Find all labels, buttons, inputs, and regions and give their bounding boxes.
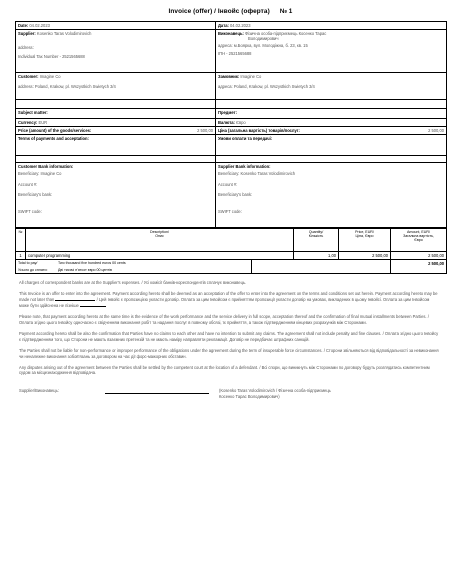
spacer-row — [16, 100, 447, 109]
date-label: Date: — [18, 23, 29, 28]
currency-row — [16, 119, 447, 127]
item-amount: 2 500,00 — [391, 252, 447, 260]
umovy-label: Умови оплати та передачі: — [218, 136, 273, 141]
data-label: Дата: — [218, 23, 229, 28]
items-header-row — [16, 229, 447, 252]
currency-value: EUR — [38, 120, 48, 125]
vykonavets-address: адреса: м.Боярка, вул. Молодіжна, б. 23, кв. 15 — [218, 42, 308, 48]
customer-row — [16, 73, 447, 100]
predmet-label: Предмет: — [218, 110, 237, 115]
total-row — [16, 260, 447, 274]
supplier-bank-bank: Beneficiary's bank: — [218, 192, 253, 198]
paragraph-payment-evidence: Please note, that payment according hereto at the same time is the evidence of the work performance and the service delivery in full scope, acceptation thereof and the confirmation of final mutual installments between Parties. / Оплата згідно цього Інвойсу одночасно є свідченням виконання робіт та надання послуг в повному обсязі, їх прийняття, а також підтвердженням кінцевих розрахунків між Сторонами. — [19, 314, 429, 325]
table-row — [16, 252, 447, 260]
date-row — [16, 22, 447, 30]
invoice-table — [15, 21, 447, 228]
vykonavets-value2: Володимирович — [248, 36, 279, 42]
tsina-value: 2 500,00 — [428, 128, 444, 133]
customer-bank-account: Account #: — [18, 181, 38, 187]
price-value: 2 500,00 — [197, 128, 213, 133]
valuta-value: Євро — [236, 120, 246, 125]
supplier-tax: Individual Tax Number - 2521565688 — [18, 53, 85, 59]
signature-line — [105, 393, 209, 394]
customer-bank-bank: Beneficiary's bank: — [18, 192, 53, 198]
customer-bank-title: Customer Bank information: — [18, 164, 74, 169]
terms-text — [19, 280, 439, 376]
signature-name-1: (Kosenko Taras Volodimirovich / Фізична особа-підприємець — [219, 388, 331, 394]
terms-row — [16, 135, 447, 156]
zamovnyk-address: адреса: Poland, Krakow, pl. Wszystkich Swietych 3/4 — [218, 84, 315, 90]
col-qty-en: Quantity/ — [308, 230, 324, 234]
supplier-bank-account: Account #: — [218, 181, 238, 187]
customer-bank-beneficiary: Beneficiary: Imagine Co — [18, 171, 62, 177]
col-desc-en: Description/ — [150, 230, 169, 234]
paragraph-charges: All charges of correspondent banks are at the Supplier's expenses. / Усі комісії банків-кореспондентів сплачує виконавець. — [19, 280, 247, 286]
customer-label: Customer: — [18, 74, 39, 79]
zamovnyk-value: Imagine Co — [240, 74, 262, 79]
customer-value: Imagine Co — [39, 74, 61, 79]
signature-name — [219, 388, 389, 399]
bank-row — [16, 163, 447, 228]
col-amount-en: Amount, EUR/ — [407, 230, 430, 234]
zamovnyk-label: Замовник: — [218, 74, 240, 79]
paragraph-offer: This Invoice is an offer to enter into the agreement. Payment according hereto shall be deemed as an acceptation of the offer to enter into the agreement on the terms and conditions set out herein. Payment according hereto may be made not later than / Цей Інвойс є пропозицією укласти договір. Оплата за цим Інвойсом є прийняттям пропозиції укласти договір на умовах, викладених в цьому Інвойсі. Оплата за цим Інвойсом може бути здійснена не пізніше — [19, 291, 438, 309]
supplier-label: Supplier: — [18, 31, 36, 36]
invoice-number: № 1 — [279, 8, 293, 15]
vykonavets-label: Виконавець: — [218, 31, 244, 36]
item-desc: computer programming — [26, 252, 294, 260]
terms-label: Terms of payments and acceptation: — [18, 136, 89, 141]
vykonavets-value1: Фізична особа-підприємець Косенко Тарас — [245, 31, 327, 36]
paragraph-disputes: Any disputes arising out of the agreement between the Parties shall be settled by the competent court at the location of a defendant. / Всі спори, що виникнуть між Сторонами по договору будуть розглядатись компетентним судом за місцезнаходження відповідача. — [19, 364, 430, 376]
paragraph-force-majeure: The Parties shall not be liable for non-performance or improper performance of the obligations under the agreement during the term of insuperable force circumstances. / Сторони звільняються від відповідальності за невиконання чи неналежне виконання зобов'язань за договором на час дії форс-мажорних обставин. — [19, 347, 439, 359]
tsina-label: Ціна (загальна вартість) товарів/послуг: — [218, 128, 300, 133]
valuta-label: Валюта: — [218, 120, 235, 125]
invoice-title — [15, 8, 446, 15]
date-value: 04.02.2023 — [29, 23, 50, 28]
supplier-value: Kosenko Taras Volodimirovich — [36, 31, 92, 36]
total-label-ua: Усього до сплати: — [18, 267, 48, 272]
items-table — [15, 228, 447, 274]
col-qty-ua: Кількість — [308, 234, 324, 238]
spacer-row-2 — [16, 156, 447, 163]
col-price-en: Price, EUR/ — [355, 230, 374, 234]
price-label: Price (amount) of the goods/services: — [18, 128, 92, 133]
invoice-title-text: Invoice (offer) / Інвойс (оферта) — [168, 8, 270, 15]
col-no: № — [16, 229, 26, 252]
total-value: 2 500,00 — [391, 260, 447, 274]
paragraph-no-claims: Payment according hereto shall be also the confirmation that Parties have no claims to each other and have no intention to submit any claims. The agreement shall not include penalty and fine clauses. / Оплата згідно цього Інвойсу є підтвердженням того, що Сторони не мають взаємних претензій та не мають наміру направляти рекламації. Договір не передбачає штрафних санкцій. — [19, 330, 439, 342]
customer-address: address: Poland, Krakow, pl. Wszystkich Swietych 3/4 — [18, 84, 116, 90]
vykonavets-ipn: ІПН - 2521565688 — [218, 51, 252, 57]
col-amount-ua: Загальна вартість, — [403, 234, 434, 238]
item-no: 1 — [16, 252, 26, 260]
item-qty: 1,00 — [294, 252, 339, 260]
col-desc-ua: Опис — [155, 234, 164, 238]
signature-block — [19, 388, 446, 408]
supplier-bank-beneficiary: Beneficiary: Kosenko Taras Volodimirovich — [218, 171, 296, 177]
signature-name-2: Косенко Тарас Володимирович) — [219, 393, 280, 399]
subject-row — [16, 109, 447, 119]
supplier-address: address: — [18, 45, 34, 51]
col-price-ua: Ціна, Євро — [355, 234, 374, 238]
customer-bank-swift: SWIFT code: — [18, 208, 42, 214]
item-price: 2 500,00 — [339, 252, 391, 260]
currency-label: Currency: — [18, 120, 38, 125]
supplier-bank-title: Supplier Bank information: — [218, 164, 271, 169]
total-label: Total to pay/ — [18, 261, 38, 265]
supplier-bank-swift: SWIFT code: — [218, 208, 242, 214]
invoice-page — [15, 8, 446, 408]
supplier-row — [16, 30, 447, 73]
signature-label: Supplier/Виконавець: — [19, 388, 59, 394]
data-value: 04.02.2023 — [229, 23, 251, 28]
subject-label: Subject matter: — [18, 110, 48, 115]
col-amount-ua2: Євро — [414, 238, 423, 242]
price-row — [16, 127, 447, 135]
total-words-ua: Дві тисячі п'ятсот євро 00 центів — [58, 267, 112, 272]
total-words: Two thousand five hundred euros 00 cents — [58, 261, 126, 265]
